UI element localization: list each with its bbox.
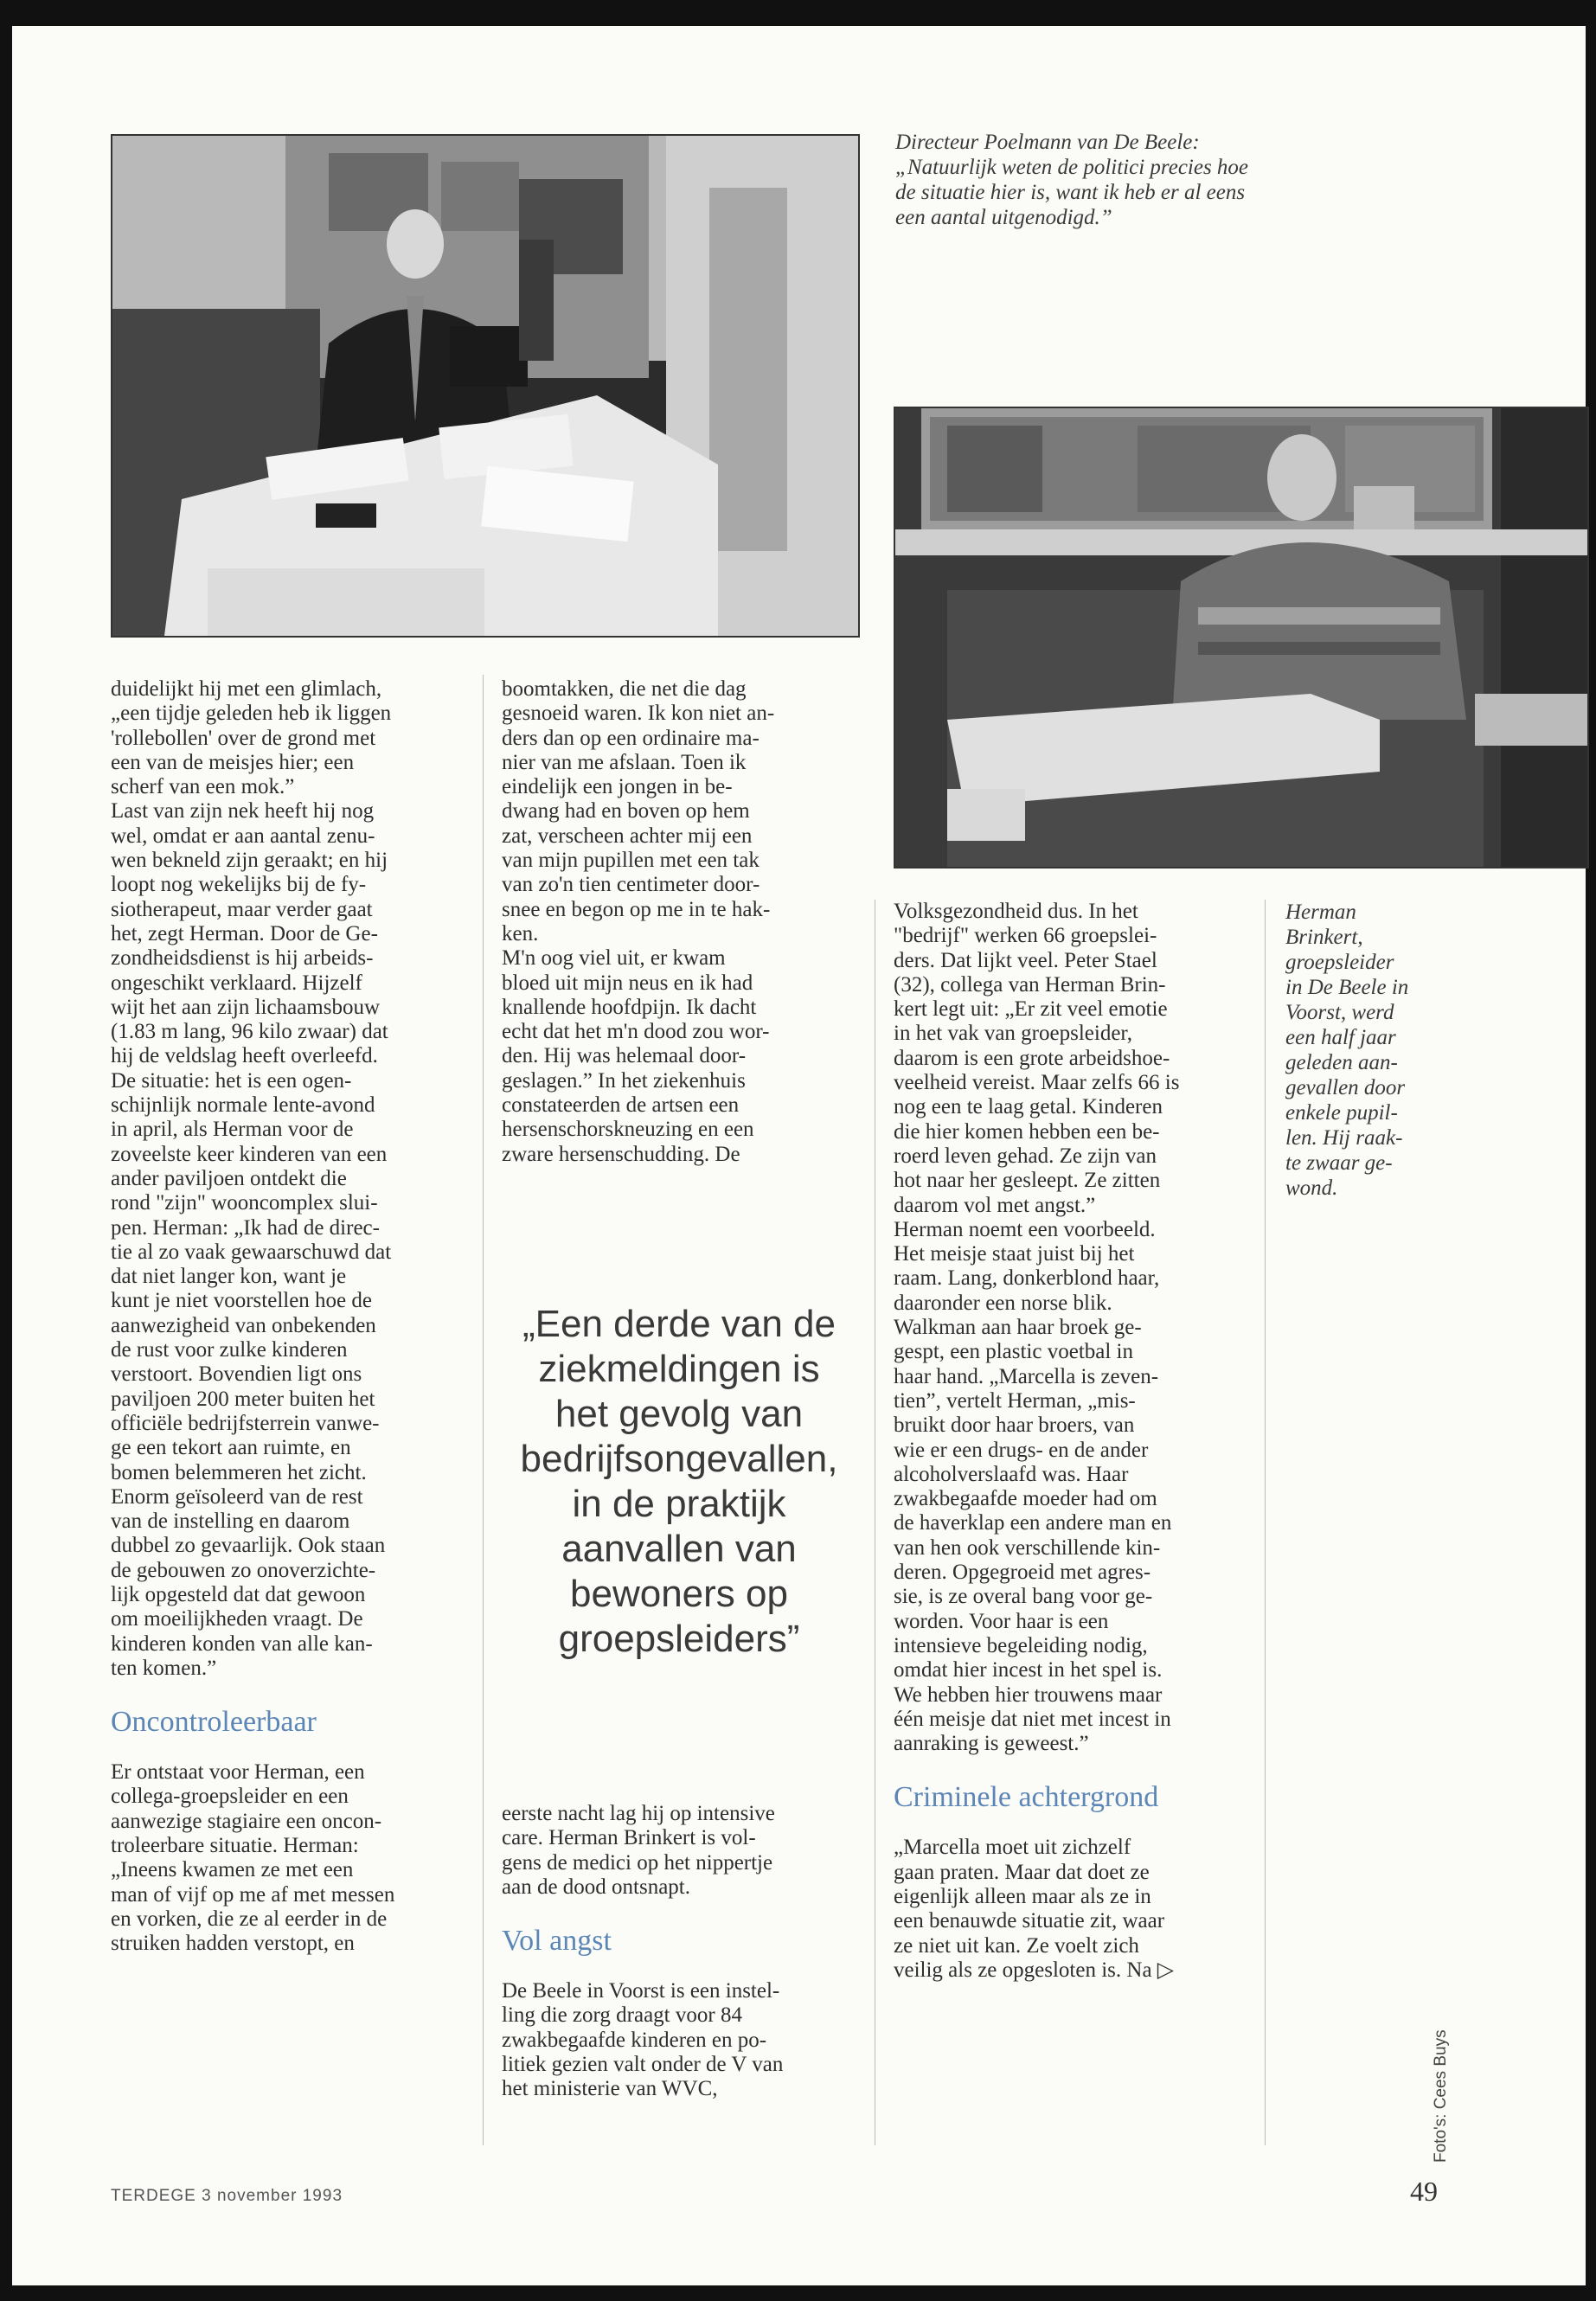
caption-line: te zwaar ge- [1285,1151,1393,1175]
text-line: boomtakken, die net die dag [502,677,747,701]
scan-border-bottom [0,2285,1596,2301]
text-line: verstoort. Bovendien ligt ons [111,1362,362,1387]
text-line: nier van me afslaan. Toen ik [502,750,747,774]
text-line: ken. [502,921,539,945]
text-line: bloed uit mijn neus en ik had [502,971,753,995]
text-line: eindelijk een jongen in be- [502,775,733,799]
text-line: zoveelste keer kinderen van een [111,1142,388,1166]
photo-group-leader-image [895,408,1587,867]
text-line: scherf van een mok.” [111,775,295,799]
caption-line: geleden aan- [1285,1051,1398,1074]
text-line: geslagen.” In het ziekenhuis [502,1068,746,1093]
text-line: hij de veldslag heeft overleefd. [111,1044,378,1068]
text-line: schijnlijk normale lente-avond [111,1093,375,1118]
photo-group-leader [894,407,1589,868]
text-line: wie er een drugs- en de ander [894,1438,1149,1462]
scan-border-right [1586,0,1596,2301]
text-line: zat, verscheen achter mij een [502,824,753,848]
text-line: We hebben hier trouwens maar [894,1682,1163,1707]
text-line: hersenschorskneuzing en een [502,1118,754,1142]
text-line: aanwezige stagiaire een oncon- [111,1809,382,1833]
text-line: duidelijkt hij met een glimlach, [111,677,382,701]
text-line: paviljoen 200 meter buiten het [111,1387,375,1411]
text-line: één meisje dat niet met incest in [894,1707,1171,1731]
photo-director-office-image [112,136,858,636]
text-line: in het vak van groepsleider, [894,1022,1132,1046]
text-line: kunt je niet voorstellen hoe de [111,1289,373,1313]
text-line: de rust voor zulke kinderen [111,1338,348,1362]
column-1-text-a [111,677,465,1681]
photo-caption-director: Directeur Poelmann van De Beele: „Natuurlijk weten de politici precies hoe de situatie hier is, want ik heb er al eens een aantal uitgenodigd.” [895,131,1249,229]
text-line: en vorken, die ze al eerder in de [111,1907,388,1931]
page-footer: TERDEGE 3 november 1993 [111,2187,343,2205]
text-line: wel, omdat er aan aantal zenu- [111,824,375,848]
text-line: „een tijdje geleden heb ik liggen [111,702,392,726]
caption-line: Herman [1285,901,1356,924]
text-line: rond "zijn" wooncomplex slui- [111,1191,378,1215]
text-line: pen. Herman: „Ik had de direc- [111,1215,380,1240]
text-line: daarom vol met angst.” [894,1193,1096,1217]
column-divider [483,675,484,2145]
photo-credit [1432,2024,1466,2171]
scan-border-left [0,0,12,2301]
text-line: roerd leven gehad. Ze zijn van [894,1144,1157,1168]
text-line: daarom is een grote arbeidshoe- [894,1046,1170,1070]
pull-quote-line: bewoners op [570,1573,788,1615]
article-column-2 [502,677,856,1167]
text-line: struiken hadden verstopt, en [111,1932,355,1956]
column-1-text-b [111,1760,465,1956]
text-line: dubbel zo gevaarlijk. Ook staan [111,1534,386,1558]
text-line: De Beele in Voorst is een instel- [502,1979,780,2003]
text-line: gesnoeid waren. Ik kon niet an- [502,702,775,726]
text-line: alcoholverslaafd was. Haar [894,1462,1129,1486]
text-line: gens de medici op het nippertje [502,1850,773,1875]
text-line: aanraking is geweest.” [894,1732,1089,1756]
text-line: ander paviljoen ontdekt die [111,1166,347,1190]
text-line: de gebouwen zo onoverzichte- [111,1558,376,1582]
text-line: wen bekneld zijn geraakt; en hij [111,849,388,873]
text-line: die hier komen hebben een be- [894,1119,1160,1144]
pull-quote-line: het gevolg van [554,1393,804,1435]
text-line: ge een tekort aan ruimte, en [111,1436,351,1460]
text-line: een benauwde situatie zit, waar [894,1909,1165,1933]
text-line: Volksgezondheid dus. In het [894,900,1138,923]
text-line: loopt nog wekelijks bij de fy- [111,873,367,897]
pull-quote-line: in de praktijk [572,1483,786,1525]
text-line: eerste nacht lag hij op intensive [502,1802,775,1825]
text-line: troleerbare situatie. Herman: [111,1834,359,1858]
pull-quote-line: ziekmeldingen is [538,1348,820,1390]
photo-caption-group-leader [1285,900,1428,1201]
text-line: worden. Voor haar is een [894,1609,1109,1633]
pull-quote-line: groepsleiders” [558,1618,800,1660]
text-line: Er ontstaat voor Herman, een [111,1760,365,1785]
caption-line: Voorst, werd [1285,1001,1394,1024]
text-line: constateerden de artsen een [502,1093,740,1118]
text-line: Het meisje staat juist bij het [894,1242,1135,1266]
section-heading-oncontroleerbaar: Oncontroleerbaar [111,1706,317,1739]
text-line: van de instelling en daarom [111,1509,350,1534]
text-line: van hen ook verschillende kin- [894,1535,1161,1560]
text-line: kert legt uit: „Er zit veel emotie [894,997,1168,1022]
article-column-1 [111,677,465,1957]
text-line: het, zegt Herman. Door de Ge- [111,921,378,945]
text-line: officiële bedrijfsterrein vanwe- [111,1411,380,1435]
text-line: in april, als Herman voor de [111,1118,354,1142]
text-line: aanwezigheid van onbekenden [111,1313,376,1337]
text-line: „Marcella moet uit zichzelf [894,1836,1131,1860]
caption-line: enkele pupil- [1285,1101,1398,1125]
text-line: ling die zorg draagt voor 84 [502,2003,742,2028]
text-line: tien”, vertelt Herman, „mis- [894,1388,1136,1413]
text-line: Walkman aan haar broek ge- [894,1316,1142,1340]
scan-border-top [0,0,1596,26]
text-line: Herman noemt een voorbeeld. [894,1217,1156,1241]
text-line: intensieve begeleiding nodig, [894,1633,1148,1657]
text-line: daaronder een norse blik. [894,1291,1112,1315]
text-line: den. Hij was helemaal door- [502,1044,747,1068]
text-line: zware hersenschudding. De [502,1142,740,1166]
text-line: dat niet langer kon, want je [111,1265,347,1289]
caption-line: een half jaar [1285,1026,1396,1049]
text-line: gespt, een plastic voetbal in [894,1340,1134,1364]
text-line: "bedrijf" werken 66 groepslei- [894,924,1157,948]
column-divider [1265,900,1266,2145]
text-line: ze niet uit kan. Ze voelt zich [894,1933,1139,1958]
text-line: nog een te laag getal. Kinderen [894,1095,1163,1119]
photo-director-office [111,134,860,638]
section-heading-vol-angst: Vol angst [502,1925,612,1958]
text-line: bruikt door haar broers, van [894,1413,1135,1438]
pull-quote [493,1302,865,1662]
text-line: Enorm geïsoleerd van de rest [111,1484,363,1509]
section-heading-criminele-achtergrond: Criminele achtergrond [894,1781,1159,1814]
text-line: ders dan op een ordinaire ma- [502,726,760,750]
text-line: kinderen konden van alle kan- [111,1631,373,1656]
caption-line: in De Beele in [1285,976,1409,999]
text-line: deren. Opgegroeid met agres- [894,1561,1151,1585]
text-line: hot naar her gesleept. Ze zitten [894,1169,1161,1193]
text-line: tie al zo vaak gewaarschuwd dat [111,1240,392,1264]
text-line: raam. Lang, donkerblond haar, [894,1266,1160,1291]
text-line: ten komen.” [111,1656,217,1680]
text-line: collega-groepsleider en een [111,1785,349,1809]
text-line: zondheidsdienst is hij arbeids- [111,946,374,971]
text-line: het ministerie van WVC, [502,2077,718,2101]
text-line: care. Herman Brinkert is vol- [502,1826,756,1850]
text-line: ders. Dat lijkt veel. Peter Stael [894,948,1157,972]
text-line: bomen belemmeren het zicht. [111,1460,367,1484]
text-line: gaan praten. Maar dat doet ze [894,1860,1150,1884]
text-line: lijk opgesteld dat dat gewoon [111,1582,366,1606]
page-number: 49 [1410,2176,1438,2207]
text-line: sie, is ze overal bang voor ge- [894,1585,1153,1609]
caption-line: Brinkert, [1285,926,1363,949]
text-line: echt dat het m'n dood zou wor- [502,1020,770,1044]
text-line: veelheid vereist. Maar zelfs 66 is [894,1071,1180,1095]
text-line: zwakbegaafde kinderen en po- [502,2028,767,2052]
text-line: man of vijf op me af met messen [111,1882,395,1907]
pull-quote-line: bedrijfsongevallen, [520,1438,838,1480]
text-line: van mijn pupillen met een tak [502,849,760,873]
text-line: een van de meisjes hier; een [111,750,355,774]
text-line: Last van zijn nek heeft hij nog [111,799,375,824]
text-line: (32), collega van Herman Brin- [894,972,1166,997]
text-line: eigenlijk alleen maar als ze in [894,1884,1151,1908]
photo-credit-text: Foto's: Cees Buys [1432,2029,1450,2163]
pull-quote-line: aanvallen van [561,1528,797,1570]
text-line: veilig als ze opgesloten is. Na ▷ [894,1958,1175,1982]
article-column-2-continued [502,1802,856,2102]
text-line: haar hand. „Marcella is zeven- [894,1364,1159,1388]
text-line: „Ineens kwamen ze met een [111,1858,354,1882]
text-line: De situatie: het is een ogen- [111,1068,352,1093]
text-line: zwakbegaafde moeder had om [894,1487,1157,1511]
text-line: aan de dood ontsnapt. [502,1875,691,1899]
text-line: M'n oog viel uit, er kwam [502,946,726,971]
pull-quote-line: „Een derde van de [522,1303,836,1345]
text-line: (1.83 m lang, 96 kilo zwaar) dat [111,1020,388,1044]
text-line: siotherapeut, maar verder gaat [111,897,373,921]
caption-line: wond. [1285,1176,1338,1200]
caption-line: len. Hij raak- [1285,1126,1403,1150]
text-line: wijt het aan zijn lichaamsbouw [111,995,381,1019]
caption-line: groepsleider [1285,951,1394,974]
caption-line: gevallen door [1285,1076,1406,1099]
text-line: dwang had en boven op hem [502,799,750,824]
article-column-3 [894,900,1248,1983]
text-line: omdat hier incest in het spel is. [894,1658,1163,1682]
text-line: knallende hoofdpijn. Ik dacht [502,995,757,1019]
text-line: litiek gezien valt onder de V van [502,2053,784,2077]
text-line: om moeilijkheden vraagt. De [111,1607,363,1631]
text-line: snee en begon op me in te hak- [502,897,771,921]
text-line: 'rollebollen' over de grond met [111,726,376,750]
text-line: de haverklap een andere man en [894,1511,1172,1535]
text-line: van zo'n tien centimeter door- [502,873,760,897]
text-line: ongeschikt verklaard. Hijzelf [111,971,362,995]
